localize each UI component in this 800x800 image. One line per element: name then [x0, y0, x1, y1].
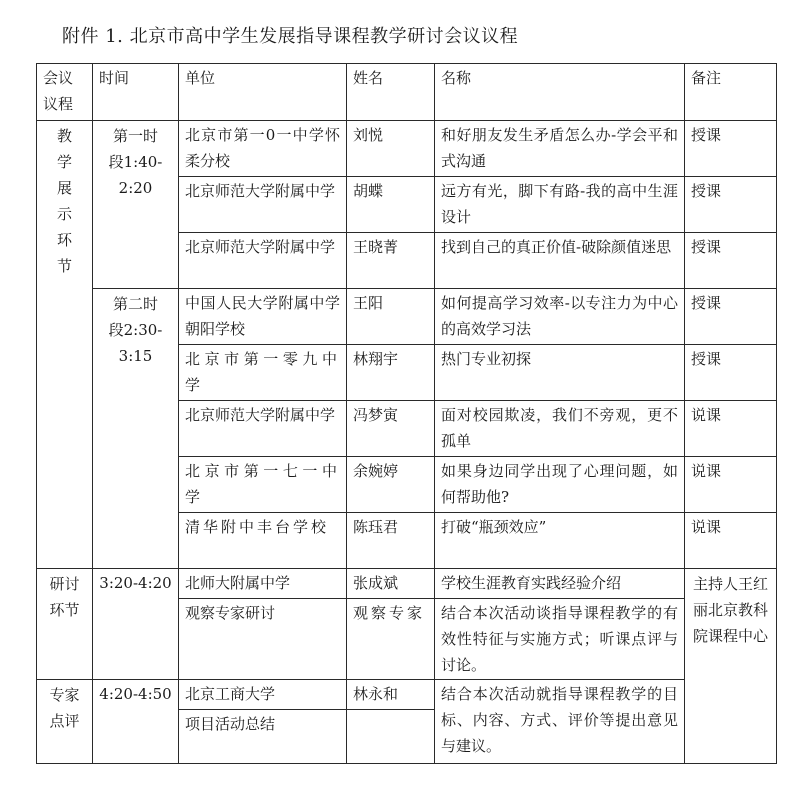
review-unit-1: 北京工商大学 — [179, 680, 347, 710]
row-note: 授课 — [685, 121, 777, 177]
discussion-topic-1: 学校生涯教育实践经验介绍 — [435, 569, 685, 599]
row-note: 授课 — [685, 233, 777, 289]
header-name: 姓名 — [347, 64, 435, 121]
row-unit: 北京市第一七一中学 — [179, 457, 347, 513]
period-second: 第二时段2:30-3:15 — [93, 289, 179, 569]
row-name: 王晓菁 — [347, 233, 435, 289]
row-name: 刘悦 — [347, 121, 435, 177]
review-unit-2: 项目活动总结 — [179, 710, 347, 764]
discussion-name-2: 观察专家 — [347, 599, 435, 680]
row-topic: 和好朋友发生矛盾怎么办-学会平和式沟通 — [435, 121, 685, 177]
discussion-time: 3:20-4:20 — [93, 569, 179, 680]
section-review: 专家点评 — [37, 680, 93, 764]
agenda-table — [36, 63, 777, 764]
document-title: 附件 1. 北京市高中学生发展指导课程教学研讨会议议程 — [62, 26, 519, 47]
table-row — [37, 121, 777, 177]
review-name-2 — [347, 710, 435, 764]
row-name: 陈珏君 — [347, 513, 435, 569]
discussion-name-1: 张成斌 — [347, 569, 435, 599]
row-topic: 如果身边同学出现了心理问题，如何帮助他? — [435, 457, 685, 513]
discussion-unit-2: 观察专家研讨 — [179, 599, 347, 680]
header-unit: 单位 — [179, 64, 347, 121]
section-discussion: 研讨环节 — [37, 569, 93, 680]
discussion-unit-1: 北师大附属中学 — [179, 569, 347, 599]
review-time: 4:20-4:50 — [93, 680, 179, 764]
row-unit: 清华附中丰台学校 — [179, 513, 347, 569]
row-unit: 北京师范大学附属中学 — [179, 177, 347, 233]
row-topic: 如何提高学习效率-以专注力为中心的高效学习法 — [435, 289, 685, 345]
row-topic: 打破“瓶颈效应” — [435, 513, 685, 569]
header-note: 备注 — [685, 64, 777, 121]
row-note: 说课 — [685, 457, 777, 513]
header-time: 时间 — [93, 64, 179, 121]
row-note: 说课 — [685, 401, 777, 457]
host-note: 主持人王红丽北京教科院课程中心 — [685, 569, 777, 764]
header-row — [37, 64, 777, 121]
row-name: 冯梦寅 — [347, 401, 435, 457]
header-agenda: 会议议程 — [37, 64, 93, 121]
row-note: 授课 — [685, 289, 777, 345]
row-unit: 北京师范大学附属中学 — [179, 401, 347, 457]
table-row — [37, 289, 777, 345]
review-name-1: 林永和 — [347, 680, 435, 710]
row-topic: 找到自己的真正价值-破除颜值迷思 — [435, 233, 685, 289]
discussion-topic-2: 结合本次活动谈指导课程教学的有效性特征与实施方式；听课点评与讨论。 — [435, 599, 685, 680]
row-note: 授课 — [685, 177, 777, 233]
row-name: 余婉婷 — [347, 457, 435, 513]
row-note: 授课 — [685, 345, 777, 401]
period-first: 第一时段1:40-2:20 — [93, 121, 179, 289]
header-title: 名称 — [435, 64, 685, 121]
row-name: 林翔宇 — [347, 345, 435, 401]
row-name: 王阳 — [347, 289, 435, 345]
row-name: 胡蝶 — [347, 177, 435, 233]
review-topic: 结合本次活动就指导课程教学的目标、内容、方式、评价等提出意见与建议。 — [435, 680, 685, 764]
row-unit: 北京市第一零九中学 — [179, 345, 347, 401]
row-topic: 热门专业初探 — [435, 345, 685, 401]
row-note: 说课 — [685, 513, 777, 569]
section-teaching: 教学展示环节 — [37, 121, 93, 569]
table-row — [37, 680, 777, 710]
table-row — [37, 569, 777, 599]
row-topic: 面对校园欺凌，我们不旁观，更不孤单 — [435, 401, 685, 457]
row-unit: 北京市第一0一中学怀柔分校 — [179, 121, 347, 177]
row-topic: 远方有光，脚下有路-我的高中生涯设计 — [435, 177, 685, 233]
row-unit: 中国人民大学附属中学朝阳学校 — [179, 289, 347, 345]
row-unit: 北京师范大学附属中学 — [179, 233, 347, 289]
